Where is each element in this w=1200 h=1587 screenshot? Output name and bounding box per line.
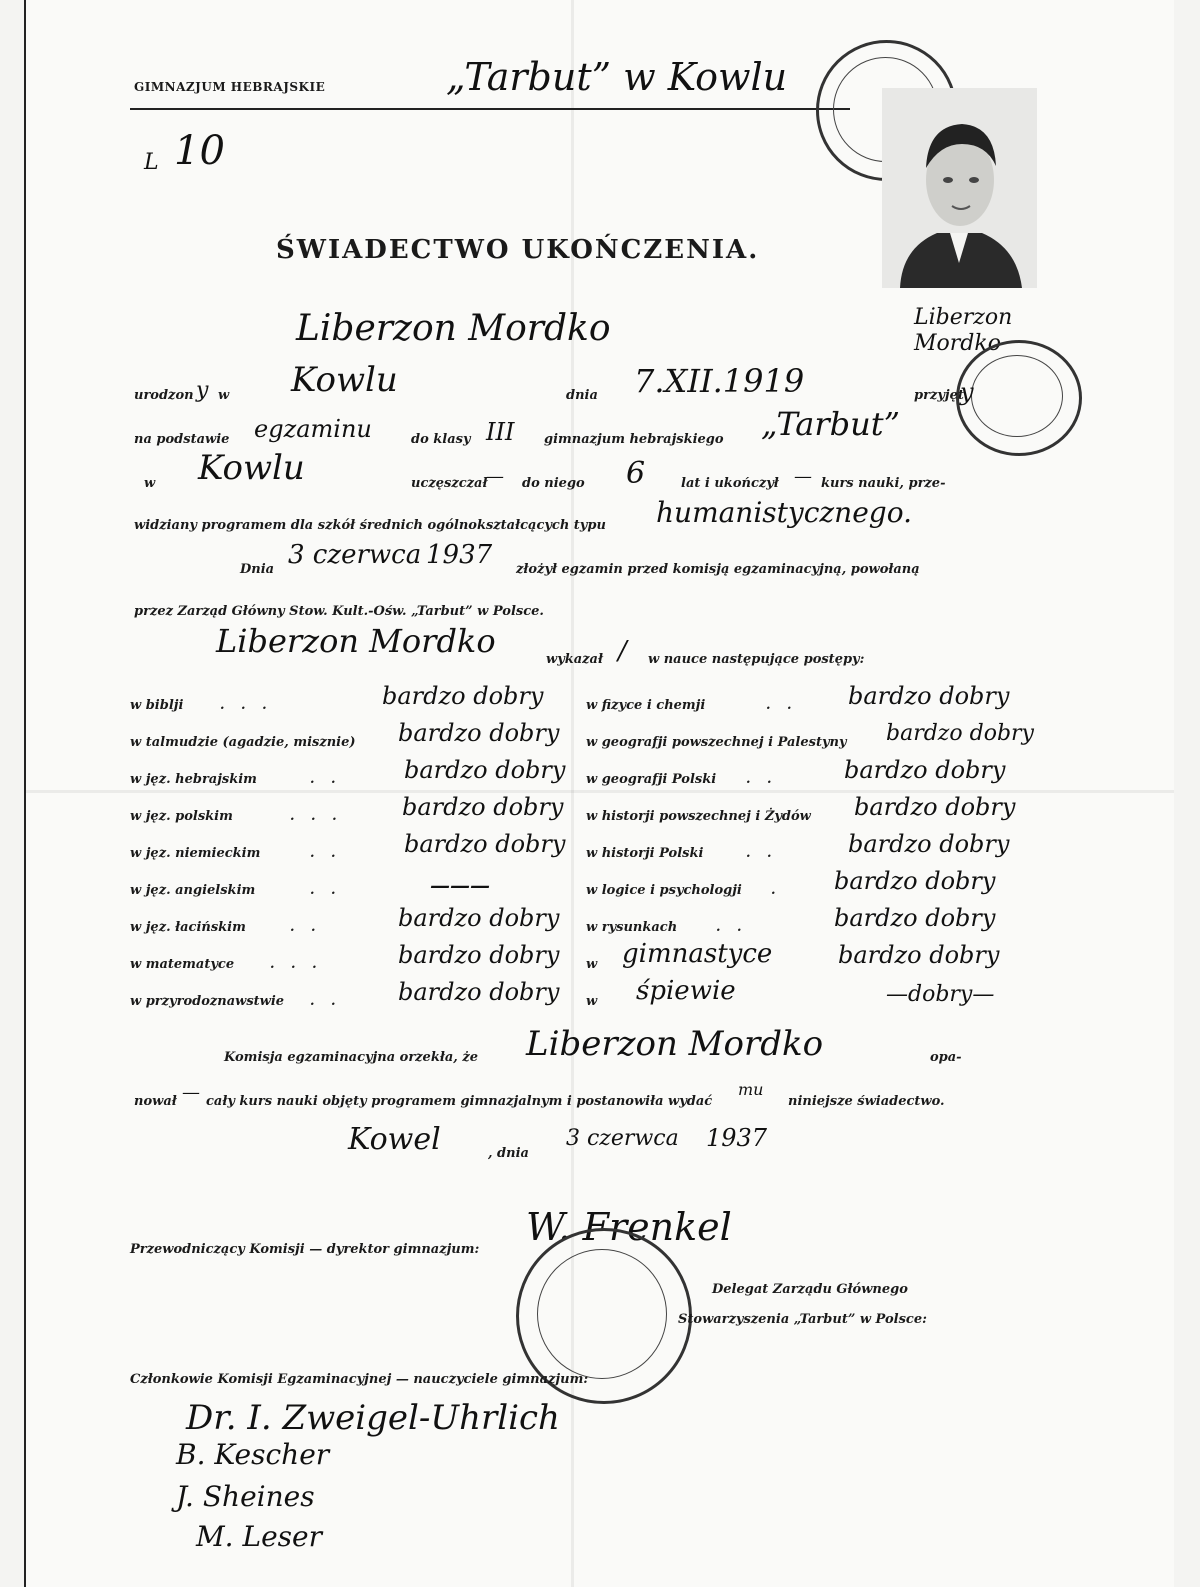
certificate-number: 10 xyxy=(174,128,225,174)
grade-subject: w talmudzie (agadzie, misznie) xyxy=(130,735,356,750)
grade-row xyxy=(130,904,570,942)
attended-mark: — xyxy=(486,466,504,487)
grade-dots: . . xyxy=(290,920,322,935)
grade-subject: w historji Polski xyxy=(586,846,704,861)
issue-place: Kowel xyxy=(348,1122,441,1157)
grade-row xyxy=(130,793,570,831)
exam-student-name: Liberzon Mordko xyxy=(216,622,496,660)
grade-value: bardzo dobry xyxy=(398,941,560,969)
verdict-opa: opa- xyxy=(930,1050,962,1065)
grade-row xyxy=(130,941,570,979)
grade-value: —dobry— xyxy=(886,982,995,1007)
born-label: urodzon xyxy=(134,388,194,403)
verdict-line2-start: nował xyxy=(134,1094,177,1109)
grade-subject: w przyrodoznawstwie xyxy=(130,994,285,1009)
grade-row xyxy=(586,756,1146,794)
grade-subject: w matematyce xyxy=(130,957,235,972)
basis-value: egzaminu xyxy=(254,415,372,443)
birthdate: 7.XII.1919 xyxy=(634,362,805,400)
class-value: III xyxy=(486,418,515,446)
member-signature: B. Kescher xyxy=(176,1438,330,1471)
city: Kowlu xyxy=(198,448,305,488)
completed-mark: — xyxy=(794,466,812,487)
grade-value: bardzo dobry xyxy=(402,793,564,821)
exam-day: 3 czerwca xyxy=(288,540,422,570)
to-it-label: do niego xyxy=(522,476,585,491)
gymnasium-name: „Tarbut” xyxy=(761,405,900,443)
grade-dots: . . xyxy=(716,920,748,935)
grade-subject-handwritten: gimnastyce xyxy=(622,939,773,969)
school-name-printed: GIMNAZJUM HEBRAJSKIE xyxy=(134,80,326,94)
gymnasium-label: gimnazjum hebrajskiego xyxy=(544,432,724,447)
grade-row xyxy=(586,682,1146,720)
verdict-line2-text: cały kurs nauki objęty programem gimnazjalnym i postanowiła wydać xyxy=(206,1094,713,1109)
grade-subject: w biblji xyxy=(130,698,184,713)
showed-mark: / xyxy=(618,636,627,666)
grade-value: ——— xyxy=(430,873,490,897)
grade-value: bardzo dobry xyxy=(398,904,560,932)
grade-dots: . . . xyxy=(220,698,273,713)
grade-row xyxy=(130,830,570,868)
class-label: do klasy xyxy=(411,432,471,447)
grade-dots: . . xyxy=(766,698,798,713)
grade-dots: . . xyxy=(746,846,778,861)
grade-dots: . . . xyxy=(290,809,343,824)
grade-row xyxy=(586,939,1146,979)
years-count: 6 xyxy=(626,456,646,491)
certificate-sheet xyxy=(24,0,1174,1587)
program-label: widziany programem dla szkół średnich ogólnokształcących typu xyxy=(134,518,606,533)
chair-signature: W. Frenkel xyxy=(526,1205,732,1249)
grade-value: bardzo dobry xyxy=(834,867,996,895)
grade-value: bardzo dobry xyxy=(848,682,1010,710)
grade-row xyxy=(586,721,1146,757)
grade-dots: . . xyxy=(310,846,342,861)
course-label: kurs nauki, prze- xyxy=(821,476,946,491)
grade-subject: w xyxy=(586,994,598,1009)
grade-value: bardzo dobry xyxy=(382,682,544,710)
years-label: lat i ukończył xyxy=(681,476,779,491)
admitted-suffix: y xyxy=(960,378,974,406)
grade-dots: . . . xyxy=(270,957,323,972)
grade-value: bardzo dobry xyxy=(848,830,1010,858)
grade-subject: w geografji powszechnej i Palestyny xyxy=(586,735,847,750)
showed-label: wykazał xyxy=(546,652,603,667)
grade-row xyxy=(586,793,1146,831)
birthplace: Kowlu xyxy=(291,360,398,400)
basis-label: na podstawie xyxy=(134,432,230,447)
grade-subject: w geografji Polski xyxy=(586,772,717,787)
grade-row xyxy=(130,682,570,720)
grade-row xyxy=(586,976,1146,1016)
grade-value: bardzo dobry xyxy=(838,941,1000,969)
grade-subject-handwritten: śpiewie xyxy=(636,976,736,1006)
grade-row xyxy=(130,978,570,1016)
delegate-label-line1: Delegat Zarządu Głównego xyxy=(712,1282,908,1297)
grade-subject: w rysunkach xyxy=(586,920,678,935)
grade-row xyxy=(586,867,1146,905)
grade-value: bardzo dobry xyxy=(398,719,560,747)
board-text: przez Zarząd Główny Stow. Kult.-Ośw. „Tarbut” w Polsce. xyxy=(134,604,544,619)
members-label: Członkowie Komisji Egzaminacyjnej — nauczyciele gimnazjum: xyxy=(130,1372,589,1387)
student-portrait-image xyxy=(882,88,1037,288)
grade-dots: . . xyxy=(310,772,342,787)
grade-subject: w jęz. polskim xyxy=(130,809,233,824)
admitted-label: przyjęt xyxy=(914,388,964,403)
city-in-label: w xyxy=(144,476,156,491)
verdict-label: Komisja egzaminacyjna orzekła, że xyxy=(224,1050,478,1065)
grade-subject: w jęz. łacińskim xyxy=(130,920,246,935)
grade-subject: w xyxy=(586,957,598,972)
grade-dots: . xyxy=(771,883,782,898)
verdict-line2-suffix: mu xyxy=(738,1080,764,1099)
header-rule xyxy=(130,108,850,110)
exam-year: 1937 xyxy=(426,540,493,570)
delegate-label-line2: Stowarzyszenia „Tarbut” w Polsce: xyxy=(678,1312,927,1327)
grade-row xyxy=(130,875,570,905)
member-signature: M. Leser xyxy=(196,1520,322,1553)
grade-subject: w fizyce i chemji xyxy=(586,698,706,713)
chair-label: Przewodniczący Komisji — dyrektor gimnazjum: xyxy=(130,1242,480,1257)
grade-subject: w jęz. angielskim xyxy=(130,883,256,898)
program-type: humanistycznego. xyxy=(656,496,912,529)
progress-label: w nauce następujące postępy: xyxy=(648,652,865,667)
exam-text: złożył egzamin przed komisją egzaminacyjną, powołaną xyxy=(516,562,920,577)
grade-subject: w jęz. niemieckim xyxy=(130,846,261,861)
birthdate-label: dnia xyxy=(566,388,598,403)
verdict-name: Liberzon Mordko xyxy=(526,1024,824,1064)
school-name-handwritten: „Tarbut” w Kowlu xyxy=(446,55,788,99)
grade-value: bardzo dobry xyxy=(844,756,1006,784)
grade-row xyxy=(586,830,1146,868)
photo-signature: Liberzon Mordko xyxy=(914,305,1013,356)
certificate-number-label: L xyxy=(144,150,159,175)
official-seal-photo xyxy=(956,340,1082,456)
verdict-line2-mark: — xyxy=(182,1082,200,1103)
attended-label: uczęszczał xyxy=(411,476,488,491)
student-photo xyxy=(882,88,1037,298)
exam-day-label: Dnia xyxy=(240,562,275,577)
verdict-line2-end: niniejsze świadectwo. xyxy=(788,1094,945,1109)
grade-value: bardzo dobry xyxy=(404,756,566,784)
grade-row xyxy=(586,904,1146,942)
grade-value: bardzo dobry xyxy=(854,793,1016,821)
grade-dots: . . xyxy=(310,883,342,898)
grade-row xyxy=(130,756,570,794)
grade-value: bardzo dobry xyxy=(834,904,996,932)
grade-dots: . . xyxy=(746,772,778,787)
document-title: ŚWIADECTWO UKOŃCZENIA. xyxy=(276,235,760,265)
issue-date-label: , dnia xyxy=(488,1146,529,1161)
grade-value: bardzo dobry xyxy=(398,978,560,1006)
member-signature: Dr. I. Zweigel-Uhrlich xyxy=(186,1398,560,1438)
grade-dots: . . xyxy=(310,994,342,1009)
grade-subject: w historji powszechnej i Żydów xyxy=(586,809,811,824)
student-name: Liberzon Mordko xyxy=(296,308,611,349)
grade-subject: w jęz. hebrajskim xyxy=(130,772,257,787)
issue-date: 3 czerwca xyxy=(566,1126,679,1151)
born-suffix: y xyxy=(196,378,209,403)
issue-year: 1937 xyxy=(706,1124,768,1152)
grade-row xyxy=(130,719,570,757)
member-signature: J. Sheines xyxy=(176,1480,315,1513)
born-in-label: w xyxy=(218,388,230,403)
grade-subject: w logice i psychologji xyxy=(586,883,742,898)
grade-value: bardzo dobry xyxy=(404,830,566,858)
grade-value: bardzo dobry xyxy=(886,721,1034,746)
